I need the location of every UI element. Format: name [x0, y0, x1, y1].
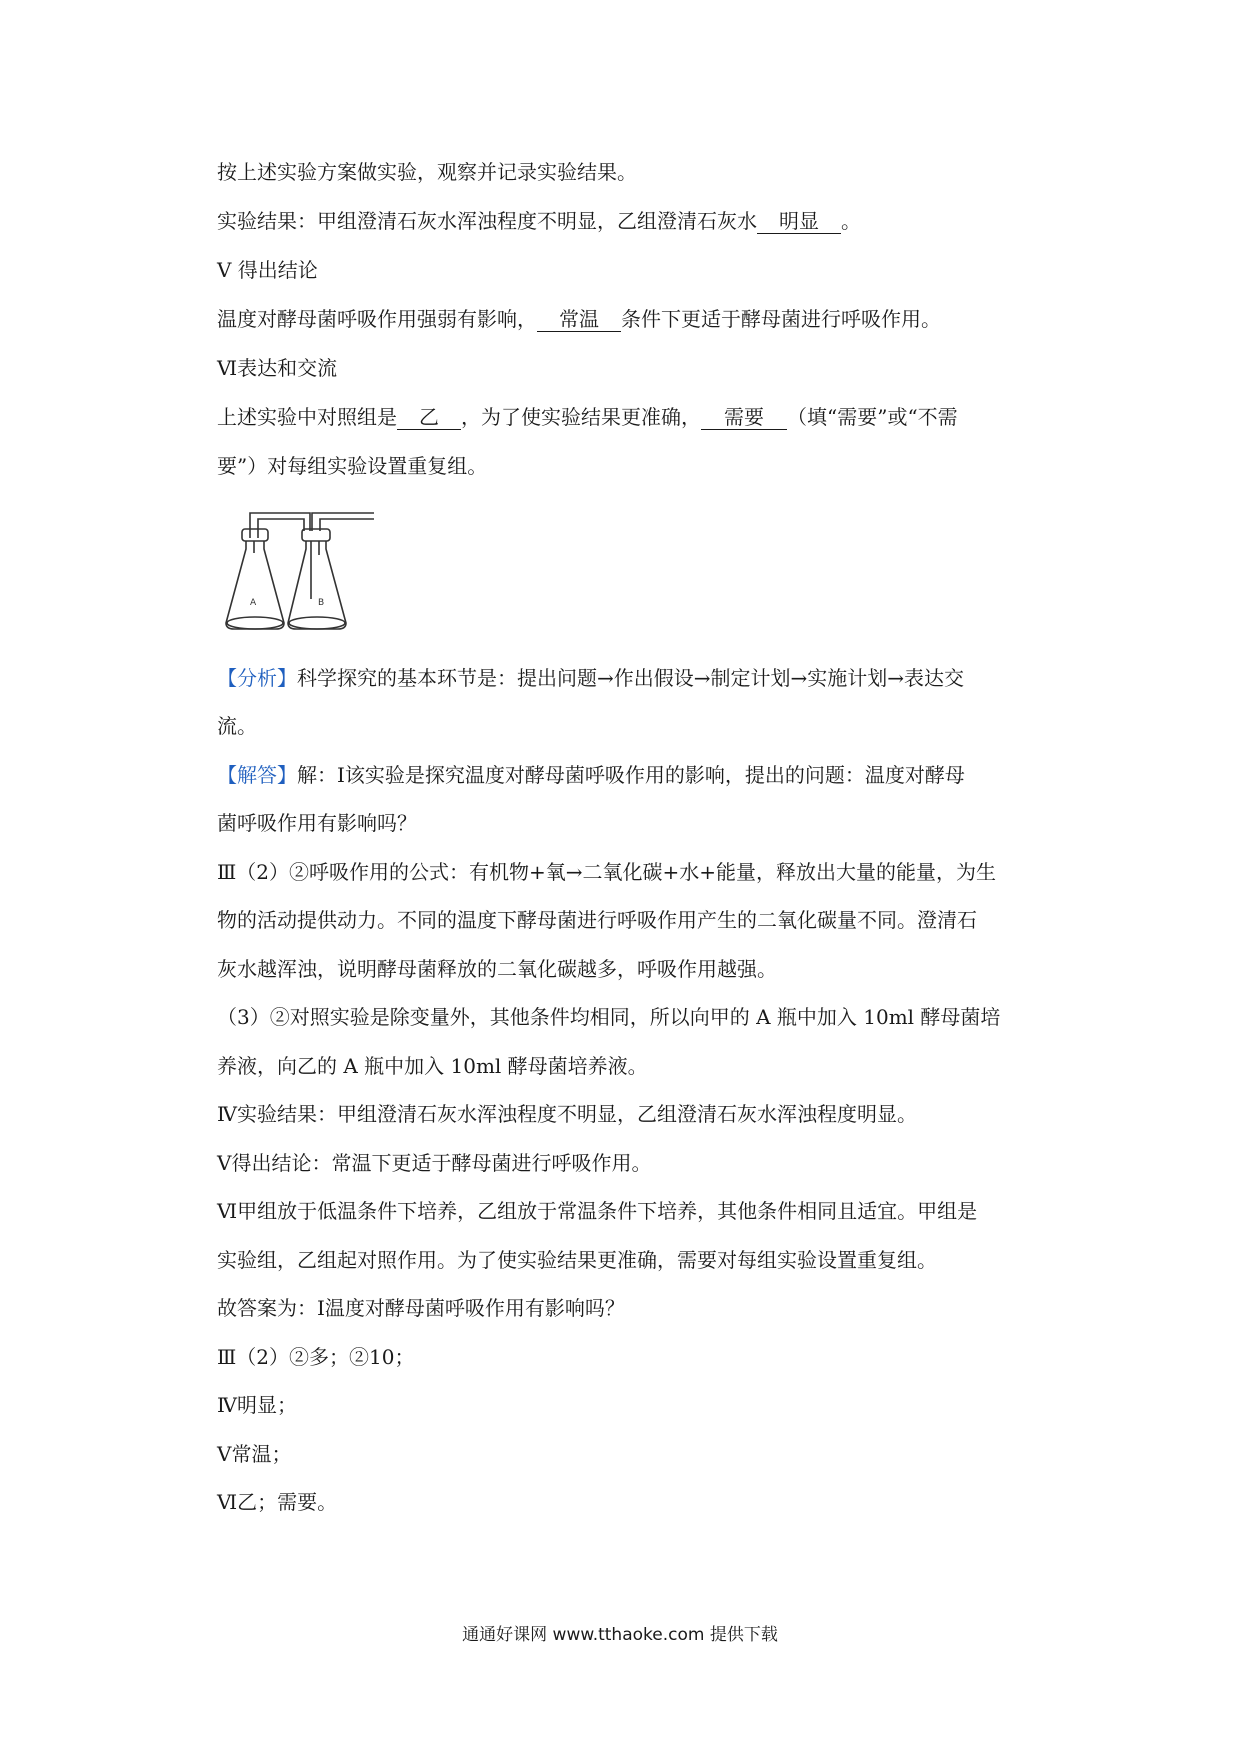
- analysis-line-1: [217, 664, 964, 692]
- analysis-tag: 【分析】: [217, 666, 297, 690]
- analysis-line-2: 流。: [217, 714, 257, 738]
- conclusion-blank: 常温: [537, 307, 621, 332]
- page-footer: 通通好课网 www.tthaoke.com 提供下载: [462, 1625, 778, 1645]
- flask-a-body: [226, 541, 284, 629]
- answer-text-1: 解：Ⅰ该实验是探究温度对酵母菌呼吸作用的影响，提出的问题：温度对酵母: [297, 763, 965, 787]
- answer-line-12: 故答案为：Ⅰ温度对酵母菌呼吸作用有影响吗？: [217, 1296, 625, 1320]
- answer-line-3: Ⅲ（2）②呼吸作用的公式：有机物+氧→二氧化碳+水+能量，释放出大量的能量，为生: [217, 860, 997, 884]
- flask-a-label: A: [250, 598, 257, 608]
- result-prefix: 实验结果：甲组澄清石灰水浑浊程度不明显，乙组澄清石灰水: [217, 209, 757, 233]
- answer-line-4: 物的活动提供动力。不同的温度下酵母菌进行呼吸作用产生的二氧化碳量不同。澄清石: [217, 908, 977, 932]
- conclusion-prefix: 温度对酵母菌呼吸作用强弱有影响，: [217, 307, 537, 331]
- flask-a-stopper: [242, 529, 268, 541]
- conclusion-suffix: 条件下更适于酵母菌进行呼吸作用。: [621, 307, 941, 331]
- repeat-continuation: 要”）对每组实验设置重复组。: [217, 454, 488, 478]
- answer-line-8: Ⅳ实验结果：甲组澄清石灰水浑浊程度不明显，乙组澄清石灰水浑浊程度明显。: [217, 1102, 917, 1126]
- repeat-blank: 需要: [701, 405, 787, 430]
- result-suffix: 。: [841, 209, 861, 233]
- control-middle: ，为了使实验结果更准确，: [461, 405, 701, 429]
- answer-line-1: [217, 761, 965, 789]
- repeat-suffix: （填“需要”或“不需: [787, 405, 958, 429]
- answer-line-10: Ⅵ甲组放于低温条件下培养，乙组放于常温条件下培养，其他条件相同且适宜。甲组是: [217, 1199, 978, 1223]
- answer-line-7: 养液，向乙的 A 瓶中加入 10ml 酵母菌培养液。: [217, 1054, 648, 1078]
- result-blank: 明显: [757, 209, 841, 234]
- answer-line-13: Ⅲ（2）②多；②10；: [217, 1345, 415, 1369]
- answer-line-2: 菌呼吸作用有影响吗？: [217, 811, 417, 835]
- control-prefix: 上述实验中对照组是: [217, 405, 397, 429]
- flask-b-body: [288, 541, 346, 629]
- do-experiment-line: 按上述实验方案做实验，观察并记录实验结果。: [217, 160, 637, 184]
- conclusion-line: [217, 305, 941, 333]
- answer-line-11: 实验组，乙组起对照作用。为了使实验结果更准确，需要对每组实验设置重复组。: [217, 1248, 937, 1272]
- answer-line-14: Ⅳ明显；: [217, 1393, 297, 1417]
- flask-b-liquid: [289, 617, 345, 629]
- answer-line-5: 灰水越浑浊，说明酵母菌释放的二氧化碳越多，呼吸作用越强。: [217, 957, 777, 981]
- answer-line-15: Ⅴ常温；: [217, 1442, 292, 1466]
- result-line: [217, 207, 861, 235]
- answer-line-9: Ⅴ得出结论：常温下更适于酵母菌进行呼吸作用。: [217, 1151, 652, 1175]
- flask-b-stopper: [302, 529, 330, 541]
- control-line: [217, 403, 958, 431]
- express-heading: Ⅵ表达和交流: [217, 356, 338, 380]
- control-blank: 乙: [397, 405, 461, 430]
- analysis-text-1: 科学探究的基本环节是：提出问题→作出假设→制定计划→实施计划→表达交: [297, 666, 965, 690]
- flask-b-label: B: [318, 598, 325, 608]
- conclusion-heading: V 得出结论: [217, 258, 318, 282]
- answer-tag: 【解答】: [217, 763, 297, 787]
- flask-apparatus-figure: [222, 505, 382, 635]
- connecting-tube: [250, 513, 310, 538]
- flask-a-liquid: [227, 617, 283, 629]
- answer-line-16: Ⅵ乙；需要。: [217, 1490, 338, 1514]
- answer-line-6: （3）②对照实验是除变量外，其他条件均相同，所以向甲的 A 瓶中加入 10ml 酵母菌培: [217, 1005, 1001, 1029]
